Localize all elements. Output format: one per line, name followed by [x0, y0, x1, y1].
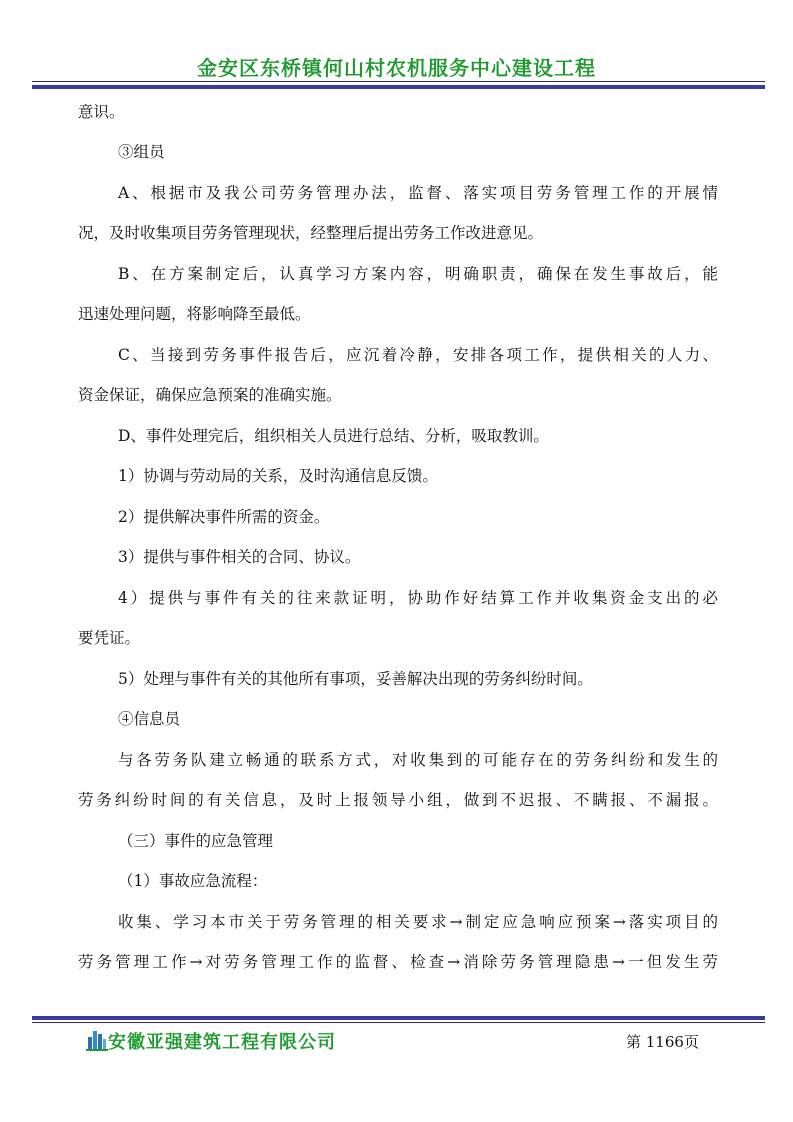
body-line: 劳务纠纷时间的有关信息，及时上报领导小组，做到不迟报、不瞒报、不漏报。 [78, 791, 718, 809]
body-line: 况，及时收集项目劳务管理现状，经整理后提出劳务工作改进意见。 [78, 224, 544, 242]
company-logo-icon [86, 1027, 108, 1051]
body-line: 收集、学习本市关于劳务管理的相关要求→制定应急响应预案→落实项目的 [118, 913, 718, 931]
body-line: 5）处理与事件有关的其他所有事项，妥善解决出现的劳务纠纷时间。 [118, 670, 593, 688]
page-header-title: 金安区东桥镇何山村农机服务中心建设工程 [197, 56, 596, 80]
body-line: 劳务管理工作→对劳务管理工作的监督、检查→消除劳务管理隐患→一但发生劳 [78, 953, 718, 971]
body-line: 2）提供解决事件所需的资金。 [118, 508, 330, 526]
body-line: C、当接到劳务事件报告后，应沉着冷静，安排各项工作，提供相关的人力、 [118, 346, 718, 364]
footer-rule-thick [32, 1016, 765, 1020]
body-line: B、在方案制定后，认真学习方案内容，明确职责，确保在发生事故后，能 [118, 265, 718, 283]
body-line: ④信息员 [118, 710, 181, 728]
body-line: 资金保证，确保应急预案的准确实施。 [78, 386, 342, 404]
footer-company-name: 安徽亚强建筑工程有限公司 [108, 1032, 336, 1053]
header-rule-thin [32, 81, 765, 82]
body-line: ③组员 [118, 143, 165, 161]
body-line: 迅速处理问题，将影响降至最低。 [78, 305, 311, 323]
body-line: D、事件处理完后，组织相关人员进行总结、分析，吸取教训。 [118, 427, 549, 445]
header-rule-thick [32, 85, 765, 89]
body-line: 1）协调与劳动局的关系，及时沟通信息反馈。 [118, 467, 438, 485]
body-line: A、根据市及我公司劳务管理办法，监督、落实项目劳务管理工作的开展情 [118, 184, 718, 202]
body-line: 3）提供与事件相关的合同、协议。 [118, 548, 361, 566]
footer-page-number: 第 1166页 [626, 1033, 699, 1051]
footer-rule-thin [32, 1022, 765, 1023]
body-line: （1）事故应急流程： [118, 872, 268, 890]
body-line: 与各劳务队建立畅通的联系方式，对收集到的可能存在的劳务纠纷和发生的 [118, 751, 718, 769]
body-line: 要凭证。 [78, 629, 141, 647]
body-line: （三）事件的应急管理 [118, 832, 274, 850]
body-line: 4）提供与事件有关的往来款证明，协助作好结算工作并收集资金支出的必 [118, 589, 718, 607]
body-line: 意识。 [78, 103, 125, 121]
